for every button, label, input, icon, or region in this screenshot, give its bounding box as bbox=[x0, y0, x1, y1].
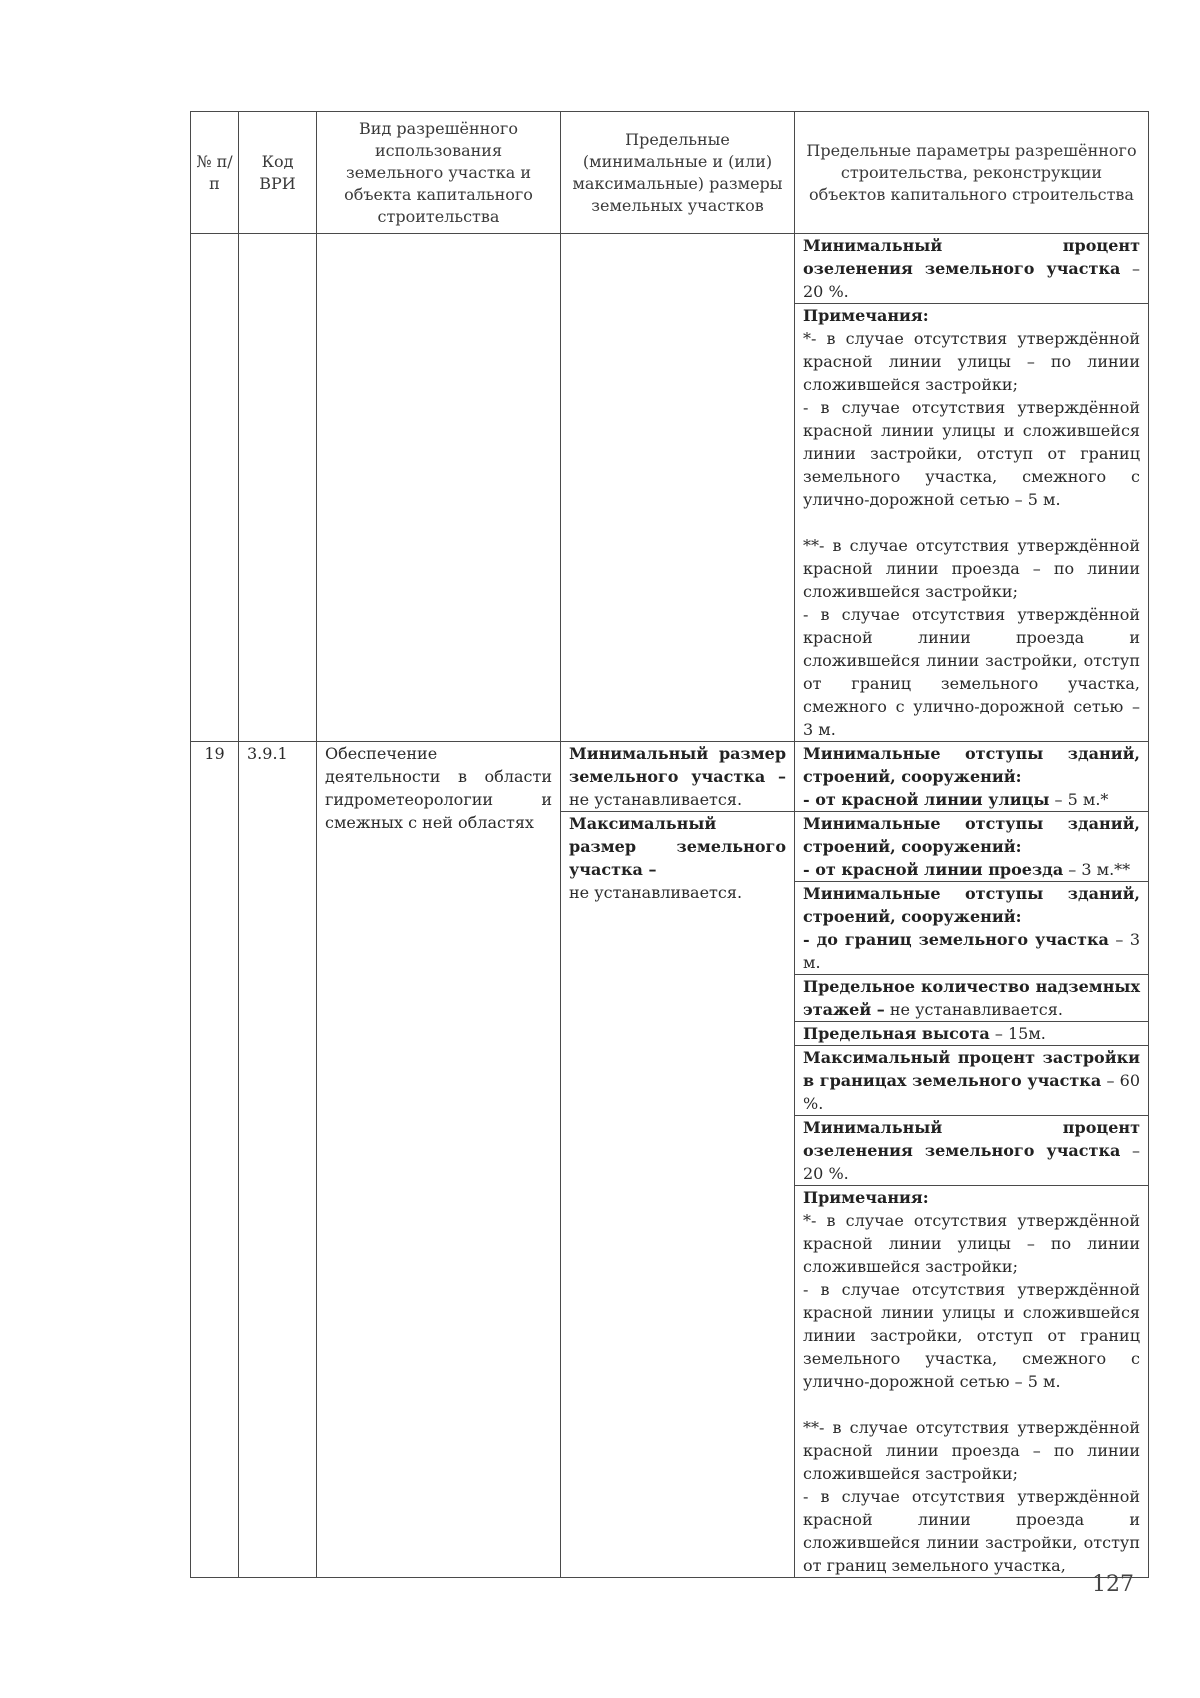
row19-note-3: **- в случае отсутствия утверждённой красной линии проезда – по линии сложившейся застройки; bbox=[803, 1418, 1140, 1483]
row19-param-6 bbox=[795, 1046, 1149, 1116]
row19-param-6-value: – 60 %. bbox=[803, 1071, 1141, 1113]
row19-num: 19 bbox=[191, 742, 239, 1578]
regulations-table bbox=[190, 111, 1149, 1578]
row19-param-2 bbox=[795, 812, 1149, 882]
cont-use-cell bbox=[317, 234, 561, 742]
header-size: Предельные (минимальные и (или) максимальные) размеры земельных участков bbox=[561, 112, 795, 234]
row19-code: 3.9.1 bbox=[239, 742, 317, 1578]
row19-note-1: *- в случае отсутствия утверждённой красной линии улицы – по линии сложившейся застройки; bbox=[803, 1211, 1140, 1276]
row19-param-1-value: – 5 м.* bbox=[1049, 790, 1109, 809]
cont-notes-title: Примечания: bbox=[803, 306, 929, 325]
cont-code-cell bbox=[239, 234, 317, 742]
cont-note-4: - в случае отсутствия утверждённой красной линии проезда и сложившейся линии застройки, отступ от границ земельного участка, смежного с улично-дорожной сетью – 3 м. bbox=[803, 605, 1140, 739]
row19-max-size bbox=[561, 812, 795, 1578]
row19-note-4: - в случае отсутствия утверждённой красной линии проезда и сложившейся линии застройки, отступ от границ земельного участка, bbox=[803, 1487, 1140, 1575]
table-row bbox=[191, 234, 1149, 304]
row19-param-7-value: – 20 %. bbox=[803, 1141, 1140, 1183]
cont-note-3: **- в случае отсутствия утверждённой красной линии проезда – по линии сложившейся застройки; bbox=[803, 536, 1140, 601]
page-number: 127 bbox=[1092, 1572, 1134, 1597]
row19-param-3 bbox=[795, 882, 1149, 975]
row19-use: Обеспечение деятельности в области гидрометеорологии и смежных с ней областях bbox=[317, 742, 561, 1578]
row19-param-6-label: Максимальный процент застройки в границах земельного участка bbox=[803, 1048, 1140, 1090]
row19-param-1-label: Минимальные отступы зданий, строений, сооружений: bbox=[803, 744, 1140, 786]
row19-note-2: - в случае отсутствия утверждённой красной линии улицы и сложившейся линии застройки, отступ от границ земельного участка, смежного с улично-дорожной сетью – 5 м. bbox=[803, 1280, 1140, 1391]
row19-param-4-label: Предельное количество надземных этажей – bbox=[803, 977, 1140, 1019]
cont-greening-label: Минимальный процент озеленения земельного участка bbox=[803, 236, 1140, 278]
cont-greening-value: – 20 %. bbox=[803, 259, 1140, 301]
row19-param-3-label: Минимальные отступы зданий, строений, сооружений: bbox=[803, 884, 1140, 926]
row19-param-5 bbox=[795, 1022, 1149, 1046]
row19-param-4-value: не устанавливается. bbox=[884, 1000, 1063, 1019]
row19-param-7 bbox=[795, 1116, 1149, 1186]
cont-note-1: *- в случае отсутствия утверждённой красной линии улицы – по линии сложившейся застройки; bbox=[803, 329, 1140, 394]
row19-notes-cell bbox=[795, 1186, 1149, 1578]
row19-notes-title: Примечания: bbox=[803, 1188, 929, 1207]
header-code: Код ВРИ bbox=[239, 112, 317, 234]
row19-param-5-value: – 15м. bbox=[989, 1024, 1046, 1043]
cont-num-cell bbox=[191, 234, 239, 742]
table-header-row bbox=[191, 112, 1149, 234]
row19-param-1-line: - от красной линии улицы bbox=[803, 790, 1050, 809]
row19-param-7-label: Минимальный процент озеленения земельного участка bbox=[803, 1118, 1140, 1160]
cont-note-2: - в случае отсутствия утверждённой красной линии улицы и сложившейся линии застройки, отступ от границ земельного участка, смежного с улично-дорожной сетью – 5 м. bbox=[803, 398, 1140, 509]
row19-max-size-label: Максимальный размер земельного участка – bbox=[569, 814, 786, 879]
header-num: № п/п bbox=[191, 112, 239, 234]
table-row bbox=[191, 742, 1149, 812]
cont-notes-cell bbox=[795, 304, 1149, 742]
row19-min-size-label: Минимальный размер земельного участка – bbox=[569, 744, 786, 786]
row19-min-size bbox=[561, 742, 795, 812]
header-use: Вид разрешённого использования земельного участка и объекта капитального строительства bbox=[317, 112, 561, 234]
row19-param-2-value: – 3 м.** bbox=[1063, 860, 1131, 879]
row19-param-3-line: - до границ земельного участка bbox=[803, 930, 1109, 949]
cont-size-cell bbox=[561, 234, 795, 742]
row19-min-size-value: не устанавливается. bbox=[569, 790, 743, 809]
row19-param-2-label: Минимальные отступы зданий, строений, сооружений: bbox=[803, 814, 1140, 856]
cont-greening-cell bbox=[795, 234, 1149, 304]
row19-param-1 bbox=[795, 742, 1149, 812]
row19-param-5-label: Предельная высота bbox=[803, 1024, 990, 1043]
row19-param-2-line: - от красной линии проезда bbox=[803, 860, 1064, 879]
row19-param-3-value: – 3 м. bbox=[803, 930, 1140, 972]
row19-param-4 bbox=[795, 975, 1149, 1022]
header-params: Предельные параметры разрешённого строительства, реконструкции объектов капитального строительства bbox=[795, 112, 1149, 234]
row19-max-size-value: не устанавливается. bbox=[569, 883, 743, 902]
